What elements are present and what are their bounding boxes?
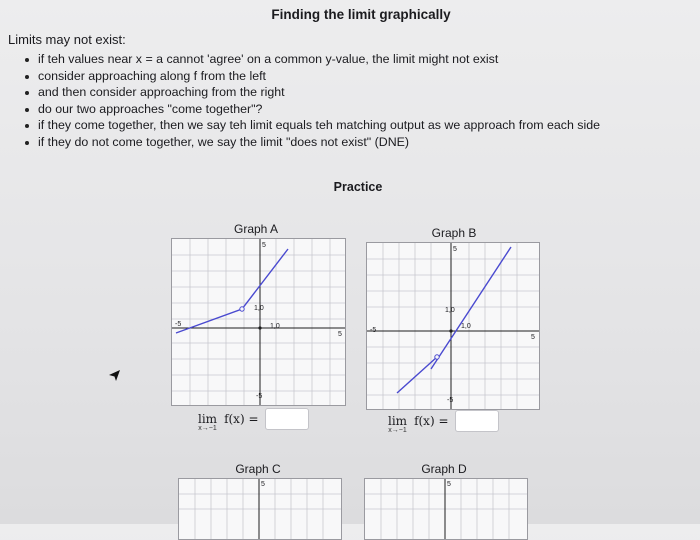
tick-label: -5 (370, 327, 377, 334)
list-item: if they come together, then we say teh limit equals teh matching output as we approach from each side (22, 117, 600, 134)
graph-d-plot (364, 478, 528, 540)
lim-word: lim (198, 412, 218, 426)
answer-input-b[interactable] (455, 410, 499, 432)
graph-a-plot (171, 238, 346, 406)
list-item: consider approaching along f from the left (22, 68, 600, 85)
tick-label: 5 (531, 334, 535, 341)
point-label: 1,0 (445, 307, 455, 314)
point-label: 1,0 (270, 323, 280, 330)
list-item: and then consider approaching from the right (22, 84, 600, 101)
graph-c-label: Graph C (235, 462, 281, 476)
limit-expression-b (388, 414, 499, 434)
mouse-pointer-icon (108, 369, 122, 383)
graph-a-label: Graph A (233, 222, 279, 236)
graph-c-plot (178, 478, 342, 540)
practice-heading: Practice (333, 180, 383, 194)
intro-text: Limits may not exist: (8, 32, 126, 47)
list-item: if teh values near x = a cannot 'agree' on a common y-value, the limit might not exist (22, 51, 600, 68)
graph-b-label: Graph B (431, 226, 477, 240)
tick-label: 5 (338, 331, 342, 338)
tick-label: 5 (262, 242, 266, 249)
tick-label: 5 (261, 481, 265, 488)
tick-label: -5 (256, 393, 263, 400)
lim-subscript: x→−1 (388, 427, 407, 434)
graph-d-label: Graph D (421, 462, 467, 476)
point-label: 1,0 (461, 323, 471, 330)
tick-label: -5 (447, 397, 454, 404)
list-item: if they do not come together, we say the limit "does not exist" (DNE) (22, 134, 600, 151)
tick-label: 5 (453, 246, 457, 253)
tick-label: -5 (175, 321, 182, 328)
lim-function: f(x) = (224, 412, 259, 426)
lim-subscript: x→−1 (198, 425, 217, 432)
lim-function: f(x) = (414, 414, 449, 428)
point-label: 1,0 (254, 305, 264, 312)
answer-input-a[interactable] (265, 408, 309, 430)
rules-list (22, 51, 600, 151)
tick-label: 5 (447, 481, 451, 488)
graph-b-plot (366, 242, 540, 410)
lim-word: lim (388, 414, 408, 428)
list-item: do our two approaches "come together"? (22, 101, 600, 118)
limit-expression-a (198, 412, 309, 432)
page-title: Finding the limit graphically (271, 7, 451, 22)
